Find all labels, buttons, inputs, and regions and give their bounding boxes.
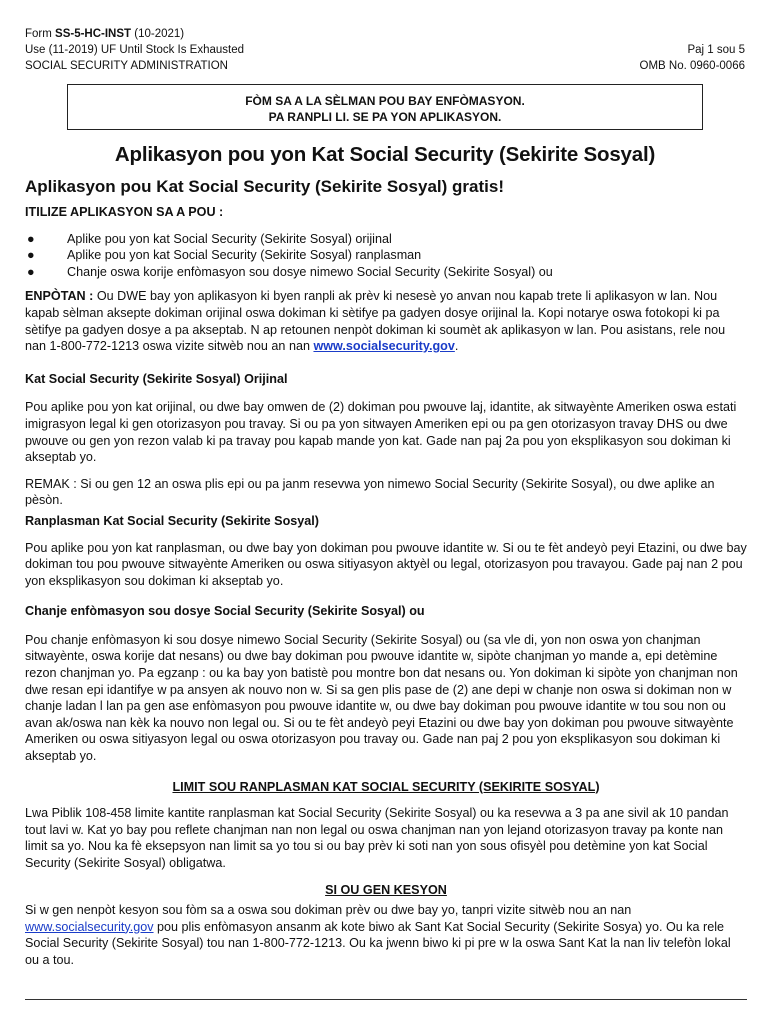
- form-id: SS-5-HC-INST: [55, 28, 132, 40]
- notice-line-1: FÒM SA A LA SÈLMAN POU BAY ENFÒMASYON.: [245, 94, 525, 108]
- notice-box: [67, 84, 703, 130]
- change-paragraph: Pou chanje enfòmasyon ki sou dosye nimewo Social Security (Sekirite Sosyal) ou (sa vle di, yon non oswa yon chanjman sitwayènte, oswa korije dat nesans) ou dwe bay dokiman pou pwouve idantite w, sipòte chanjman yo mande a, epi detèmine rezon chanjman yo. Pa egzanp : ou ka bay yon batistè pou montre bon dat nesans ou. Yon dokiman ki sipòte yon chanjman non dwe resan epi idantifye w pa ansyen ak nouvo non w. Si sa gen plis pase de (2) ane depi w chanje non oswa si dokiman non w chanje ladan l lan pa gen ase enfòmasyon pou pwouve idantite w, ou dwe bay dokiman pou pwouve idantite w tou sou non ou avan ak/oswa nan kèk ka nouvo non legal ou. Si ou te fèt andeyò peyi Etazini ou dwe bay yon dokiman pou pwouve sitwayènte Ameriken ou oswa sitiyasyon legal ou oswa otorizasyon pou travay ou. Gade nan paj 2 pou yon eksplikasyon sou dokiman ki akseptab yo.: [25, 632, 738, 764]
- list-item: ● Aplike pou yon kat Social Security (Sekirite Sosyal) orijinal: [27, 231, 392, 246]
- important-label: ENPÒTAN :: [25, 289, 94, 304]
- ssa-website-link[interactable]: www.socialsecurity.gov: [25, 919, 154, 934]
- omb-number: OMB No. 0960-0066: [639, 60, 745, 72]
- notice-line-2: PA RANPLI LI. SE PA YON APLIKASYON.: [268, 110, 502, 124]
- form-header-right: [640, 42, 745, 74]
- use-list: [25, 231, 747, 281]
- document-body: [25, 176, 747, 979]
- bullet-icon: ●: [27, 231, 35, 246]
- use-line: Use (11-2019) UF Until Stock Is Exhausted: [25, 44, 245, 56]
- original-paragraph: Pou aplike pou yon kat orijinal, ou dwe bay omwen de (2) dokiman pou pwouve laj, idantite, ak sitwayènte Ameriken oswa estati imigrasyon legal ki gen otorizasyon pou travay. Si ou pa yon sitwayen Ameriken epi ou pa gen otorizasyon travay DHS ou dwe pwouve ou gen yon rezon valab ki pa travay pou kapab mande yon kat. Gade nan paj 2a pou yon eksplikasyon sou dokiman ki akseptab yo.: [25, 400, 737, 465]
- subtitle: Aplikasyon pou Kat Social Security (Sekirite Sosyal) gratis!: [25, 177, 504, 196]
- bullet-icon: ●: [27, 264, 35, 279]
- footer-divider: [25, 999, 747, 1000]
- change-heading: Chanje enfòmasyon sou dosye Social Security (Sekirite Sosyal) ou: [25, 604, 425, 619]
- form-header-left: [25, 26, 244, 74]
- limit-heading: LIMIT SOU RANPLASMAN KAT SOCIAL SECURITY (SEKIRITE SOSYAL): [172, 779, 600, 794]
- list-item: ● Aplike pou yon kat Social Security (Sekirite Sosyal) ranplasman: [27, 248, 422, 263]
- form-id-line: Form SS-5-HC-INST (10-2021): [25, 28, 185, 40]
- replacement-heading: Ranplasman Kat Social Security (Sekirite Sosyal): [25, 513, 319, 528]
- questions-heading: SI OU GEN KESYON: [325, 882, 447, 897]
- agency-name: SOCIAL SECURITY ADMINISTRATION: [25, 60, 228, 72]
- original-heading: Kat Social Security (Sekirite Sosyal) Orijinal: [25, 371, 288, 386]
- limit-paragraph: Lwa Piblik 108-458 limite kantite ranplasman kat Social Security (Sekirite Sosyal) ou ka resevwa a 3 pa ane sivil ak 10 pandan tout lavi w. Kat yo bay pou reflete chanjman nan non legal ou oswa chanjman nan yon lejand otorizasyon travay pa konte nan limit sa yo. Nou ka fè eksepsyon nan limit sa yo tou si ou bay prèv ki soti nan yon sous ofisyèl pou detèmine yon kat Social Security (Sekirite Sosyal) obligatwa.: [25, 806, 729, 870]
- page-number: Paj 1 sou 5: [687, 44, 745, 56]
- remark-paragraph: REMAK : Si ou gen 12 an oswa plis epi ou pa janm resevwa yon nimewo Social Security (Sekirite Sosyal), ou dwe aplike an pèsòn.: [25, 476, 715, 508]
- use-heading: ITILIZE APLIKASYON SA A POU :: [25, 205, 224, 219]
- important-paragraph: ENPÒTAN : Ou DWE bay yon aplikasyon ki byen ranpli ak prèv ki nesesè yo anvan nou kapab trete li aplikasyon w lan. Nou kapab sèlman aksepte dokiman orijinal oswa dokiman ki sètifye pa gadyen dosye orijinal la. Kopi notarye oswa fotokopi ki pa sètifye pa gadyen dosye a pa akseptab. N ap retounen nenpòt dokiman ki soumèt ak aplikasyon w lan. Pou asistans, rele nou nan 1-800-772-1213 oswa vizite sitwèb nou an nan www.socialsecurity.gov.: [25, 289, 726, 354]
- ssa-website-link[interactable]: www.socialsecurity.gov: [313, 339, 455, 354]
- replacement-paragraph: Pou aplike pou yon kat ranplasman, ou dwe bay yon dokiman pou pwouve idantite w. Si ou te fèt andeyò peyi Etazini, ou dwe bay dokiman tou pou pwouve sitwayènte Ameriken ou oswa sitiyasyon aktyèl ou legal, otorizasyon pou travayou. Gade paj nan 2 pou yon eksplikasyon sou dokiman ki akseptab yo.: [25, 540, 747, 588]
- bullet-icon: ●: [27, 248, 35, 263]
- questions-paragraph: Si w gen nenpòt kesyon sou fòm sa a oswa sou dokiman prèv ou dwe bay yo, tanpri vizite sitwèb nou an nan www.socialsecurity.gov pou plis enfòmasyon ansanm ak kote biwo ak Sant Kat Social Security (Sekirite Sosya) yo. Ou ka rele Social Security (Sekirite Sosyal) tou nan 1-800-772-1213. Ou ka jwenn biwo ki pi pre w la oswa Sant Kat la nan liv telefòn lokal ou a tou.: [25, 903, 731, 967]
- page-title: Aplikasyon pou yon Kat Social Security (Sekirite Sosyal): [114, 143, 656, 166]
- list-item: ● Chanje oswa korije enfòmasyon sou dosye nimewo Social Security (Sekirite Sosyal) ou: [27, 264, 553, 279]
